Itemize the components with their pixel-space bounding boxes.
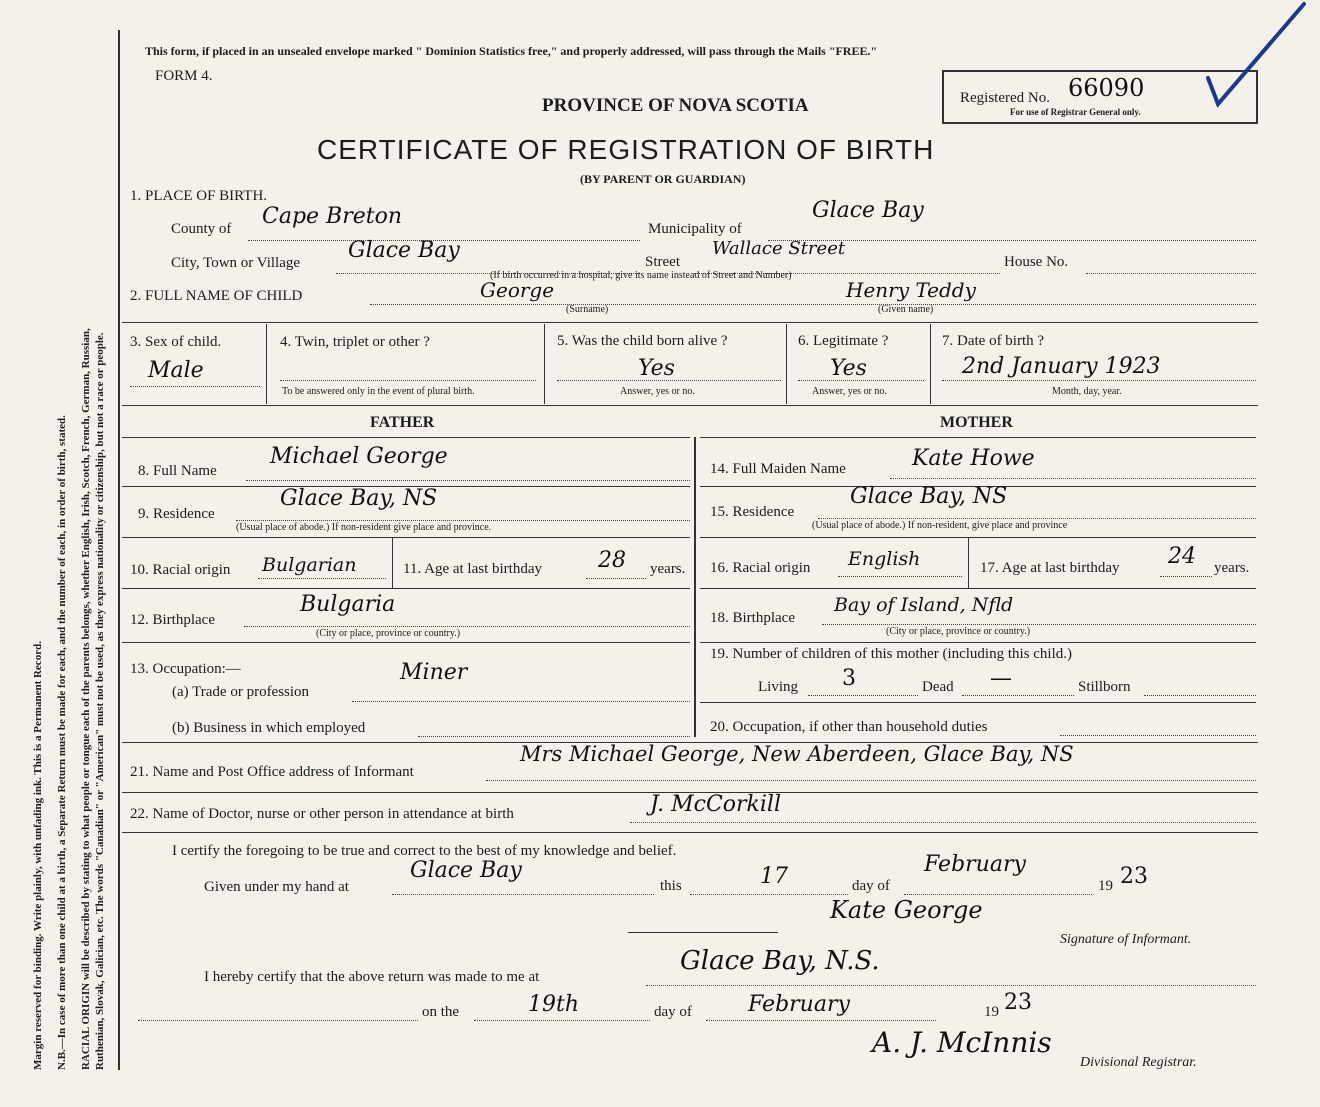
twin-note: To be answered only in the event of plural birth. bbox=[282, 386, 475, 397]
registrar-place: Glace Bay, N.S. bbox=[680, 946, 880, 976]
father-residence-caption: (Usual place of abode.) If non-resident give place and province. bbox=[236, 522, 492, 533]
municipality-label: Municipality of bbox=[648, 221, 742, 237]
father-residence-label: 9. Residence bbox=[138, 506, 215, 522]
given-at-place: Glace Bay bbox=[410, 858, 522, 883]
house-number-label: House No. bbox=[1004, 254, 1069, 270]
given-name-caption: (Given name) bbox=[878, 304, 934, 315]
street-label: Street bbox=[645, 254, 680, 270]
registrar-signature: A. J. McInnis bbox=[872, 1026, 1052, 1059]
mother-birthplace-label: 18. Birthplace bbox=[710, 610, 795, 626]
father-race-value: Bulgarian bbox=[262, 554, 357, 576]
certify-month: February bbox=[924, 852, 1026, 877]
municipality-value: Glace Bay bbox=[812, 198, 924, 223]
living-label: Living bbox=[758, 679, 798, 695]
county-value: Cape Breton bbox=[262, 204, 403, 229]
mother-heading: MOTHER bbox=[940, 414, 1013, 431]
informant-value: Mrs Michael George, New Aberdeen, Glace Bay, NS bbox=[520, 742, 1074, 766]
hospital-note: (If birth occurred in a hospital, give its name instead of Street and Number) bbox=[490, 270, 792, 281]
county-label: County of bbox=[171, 221, 232, 237]
father-race-label: 10. Racial origin bbox=[130, 562, 231, 578]
this-label: this bbox=[660, 878, 682, 894]
father-trade-label: (a) Trade or profession bbox=[172, 684, 310, 700]
registrar-day: 19th bbox=[528, 992, 580, 1017]
mother-age-label: 17. Age at last birthday bbox=[980, 560, 1120, 576]
certify-statement: I certify the foregoing to be true and correct to the best of my knowledge and belief. bbox=[172, 843, 677, 859]
check-mark-icon bbox=[1200, 0, 1310, 110]
father-residence-value: Glace Bay, NS bbox=[280, 486, 438, 511]
document-title: CERTIFICATE OF REGISTRATION OF BIRTH bbox=[317, 134, 935, 165]
city-value: Glace Bay bbox=[348, 238, 460, 263]
city-label: City, Town or Village bbox=[171, 255, 301, 271]
child-given-name: Henry Teddy bbox=[846, 278, 976, 302]
mother-residence-label: 15. Residence bbox=[710, 504, 795, 520]
postal-notice: This form, if placed in an unsealed envelope marked " Dominion Statistics free," and properly addressed, will pass through the Mails "FREE." bbox=[145, 44, 878, 58]
registrar-year: 23 bbox=[1004, 990, 1032, 1015]
registrar-day-of-label: day of bbox=[654, 1004, 692, 1020]
sex-value: Male bbox=[148, 358, 204, 383]
father-heading: FATHER bbox=[370, 414, 435, 431]
dead-label: Dead bbox=[922, 679, 954, 695]
child-surname: George bbox=[480, 278, 555, 302]
registrar-month: February bbox=[748, 992, 850, 1017]
registrar-on-label: on the bbox=[422, 1004, 460, 1020]
mother-birthplace-caption: (City or place, province or country.) bbox=[886, 626, 1031, 637]
stillborn-label: Stillborn bbox=[1078, 679, 1131, 695]
doctor-label: 22. Name of Doctor, nurse or other person in attendance at birth bbox=[130, 806, 514, 822]
registrar-year-prefix: 19 bbox=[984, 1004, 999, 1020]
born-alive-value: Yes bbox=[638, 356, 675, 381]
date-of-birth-caption: Month, day, year. bbox=[1052, 386, 1122, 397]
dead-value: — bbox=[990, 666, 1012, 691]
surname-caption: (Surname) bbox=[566, 304, 609, 315]
father-trade-value: Miner bbox=[400, 660, 468, 685]
born-alive-label: 5. Was the child born alive ? bbox=[557, 333, 728, 349]
mother-race-label: 16. Racial origin bbox=[710, 560, 811, 576]
father-age-label: 11. Age at last birthday bbox=[403, 561, 542, 577]
street-value: Wallace Street bbox=[712, 238, 846, 259]
child-name-label: 2. FULL NAME OF CHILD bbox=[130, 288, 303, 304]
margin-note-racial-origin-cont: Ruthenian, Slovak, Galician, etc. The words "Canadian" or "American" must not be used, as they express nationality or citizenship, but not a race or people. bbox=[94, 332, 106, 1070]
mother-name-label: 14. Full Maiden Name bbox=[710, 461, 846, 477]
father-birthplace-value: Bulgaria bbox=[300, 592, 396, 617]
doctor-value: J. McCorkill bbox=[650, 792, 781, 817]
margin-note-binding: Margin reserved for binding. Write plainly, with unfading ink. This is a Permanent Record. bbox=[32, 641, 44, 1070]
certify-day-of-label: day of bbox=[852, 878, 890, 894]
children-count-label: 19. Number of children of this mother (including this child.) bbox=[710, 646, 1073, 662]
legitimate-value: Yes bbox=[830, 356, 867, 381]
margin-note-multiple-births: N.B.—In case of more than one child at a birth, a Separate Return must be made for each, and the number of each, in order of birth, stated. bbox=[56, 415, 68, 1070]
binding-margin-line bbox=[118, 30, 120, 1070]
father-name-label: 8. Full Name bbox=[138, 463, 217, 479]
mother-residence-value: Glace Bay, NS bbox=[850, 484, 1008, 509]
date-of-birth-value: 2nd January 1923 bbox=[962, 354, 1161, 379]
legitimate-label: 6. Legitimate ? bbox=[798, 333, 889, 349]
informant-signature: Kate George bbox=[830, 896, 983, 924]
registrar-use-note: For use of Registrar General only. bbox=[1010, 107, 1141, 117]
twin-label: 4. Twin, triplet or other ? bbox=[280, 334, 430, 350]
mother-race-value: English bbox=[848, 548, 921, 570]
informant-label: 21. Name and Post Office address of Informant bbox=[130, 764, 414, 780]
mother-occupation-label: 20. Occupation, if other than household duties bbox=[710, 719, 988, 735]
mother-birthplace-value: Bay of Island, Nfld bbox=[834, 594, 1014, 616]
registrar-statement: I hereby certify that the above return was made to me at bbox=[204, 969, 540, 985]
certify-day: 17 bbox=[760, 864, 788, 889]
father-birthplace-label: 12. Birthplace bbox=[130, 612, 215, 628]
certify-year: 23 bbox=[1120, 864, 1148, 889]
legitimate-caption: Answer, yes or no. bbox=[812, 386, 887, 397]
mother-name-value: Kate Howe bbox=[912, 446, 1035, 471]
given-at-label: Given under my hand at bbox=[204, 879, 349, 895]
living-value: 3 bbox=[842, 666, 856, 691]
registrar-caption: Divisional Registrar. bbox=[1080, 1055, 1197, 1070]
mother-years-label: years. bbox=[1214, 560, 1250, 576]
date-of-birth-label: 7. Date of birth ? bbox=[942, 333, 1045, 349]
father-age-value: 28 bbox=[598, 548, 626, 573]
informant-signature-caption: Signature of Informant. bbox=[1060, 932, 1192, 947]
place-of-birth-label: 1. PLACE OF BIRTH. bbox=[130, 188, 268, 204]
document-subtitle: (BY PARENT OR GUARDIAN) bbox=[580, 172, 746, 186]
mother-residence-caption: (Usual place of abode.) If non-resident, give place and province bbox=[812, 520, 1068, 531]
born-alive-caption: Answer, yes or no. bbox=[620, 386, 695, 397]
certify-year-prefix: 19 bbox=[1098, 878, 1113, 894]
margin-note-racial-origin: RACIAL ORIGIN will be described by stating to what people or tongue each of the parents belongs, whether English, Irish, Scotch, French, German, Russian, bbox=[80, 328, 92, 1070]
father-name-value: Michael George bbox=[270, 444, 448, 469]
sex-label: 3. Sex of child. bbox=[130, 334, 222, 350]
father-occupation-label: 13. Occupation:— bbox=[130, 661, 241, 677]
province-title: PROVINCE OF NOVA SCOTIA bbox=[542, 95, 809, 116]
registered-number: 66090 bbox=[1068, 74, 1145, 102]
mother-age-value: 24 bbox=[1168, 544, 1196, 569]
father-business-label: (b) Business in which employed bbox=[172, 720, 366, 736]
form-number: FORM 4. bbox=[155, 68, 213, 84]
father-birthplace-caption: (City or place, province or country.) bbox=[316, 628, 461, 639]
registered-label: Registered No. bbox=[960, 90, 1050, 106]
father-years-label: years. bbox=[650, 561, 686, 577]
